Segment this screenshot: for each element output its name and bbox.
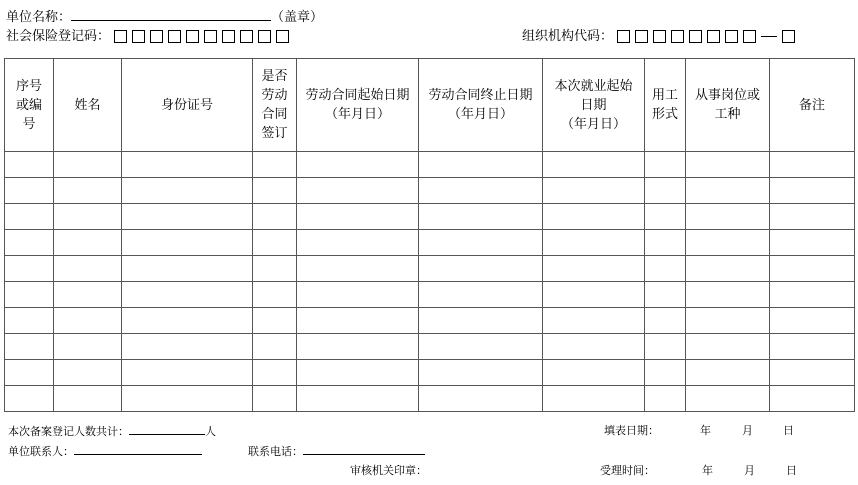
table-cell[interactable]: [253, 178, 297, 204]
code-box[interactable]: [168, 30, 181, 43]
table-cell[interactable]: [122, 308, 253, 334]
count-label: 本次备案登记人数共计：: [8, 425, 129, 438]
count-unit: 人: [205, 425, 216, 438]
contact-label: 单位联系人：: [8, 445, 74, 458]
table-cell[interactable]: [686, 334, 770, 360]
code-box[interactable]: [671, 30, 684, 43]
table-cell[interactable]: [419, 178, 543, 204]
phone-row: [248, 444, 425, 459]
table-cell[interactable]: [253, 230, 297, 256]
code-box[interactable]: [114, 30, 127, 43]
unit-name-field[interactable]: [71, 8, 271, 21]
table-cell[interactable]: [5, 152, 54, 178]
code-box[interactable]: [725, 30, 738, 43]
table-cell[interactable]: [419, 230, 543, 256]
table-cell[interactable]: [297, 256, 419, 282]
unit-name-label: 单位名称：: [6, 10, 72, 25]
table-cell[interactable]: [770, 334, 855, 360]
table-row: [5, 308, 855, 334]
column-header-label: 姓名: [74, 97, 101, 113]
table-cell[interactable]: [419, 282, 543, 308]
social-security-label: 社会保险登记码：: [6, 29, 111, 44]
table-cell[interactable]: [54, 308, 122, 334]
table-cell[interactable]: [770, 178, 855, 204]
table-cell[interactable]: [253, 152, 297, 178]
column-header-label: 劳动合同终止日期 （年月日）: [428, 88, 533, 122]
phone-field[interactable]: [303, 444, 425, 455]
column-header: [645, 59, 686, 152]
table-cell[interactable]: [645, 282, 686, 308]
table-cell[interactable]: [419, 204, 543, 230]
org-code-label: 组织机构代码：: [522, 29, 614, 44]
table-cell[interactable]: [419, 152, 543, 178]
table-cell[interactable]: [645, 308, 686, 334]
accept-time-month[interactable]: 月: [744, 464, 755, 477]
table-cell[interactable]: [686, 360, 770, 386]
table-cell[interactable]: [543, 256, 645, 282]
table-cell[interactable]: [543, 178, 645, 204]
table-cell[interactable]: [686, 178, 770, 204]
table-cell[interactable]: [54, 204, 122, 230]
table-cell[interactable]: [5, 386, 54, 412]
table-cell[interactable]: [686, 230, 770, 256]
column-header: [5, 59, 54, 152]
code-box[interactable]: [204, 30, 217, 43]
code-box[interactable]: [689, 30, 702, 43]
count-field[interactable]: [129, 424, 205, 435]
table-cell[interactable]: [419, 334, 543, 360]
table-row: [5, 204, 855, 230]
table-cell[interactable]: [419, 360, 543, 386]
table-cell[interactable]: [686, 386, 770, 412]
accept-time-year[interactable]: 年: [702, 464, 713, 477]
table-cell[interactable]: [5, 204, 54, 230]
table-cell[interactable]: [770, 152, 855, 178]
table-row: [5, 360, 855, 386]
column-header: [122, 59, 253, 152]
column-header-label: 劳动合同起始日期 （年月日）: [305, 88, 410, 122]
column-header: [419, 59, 543, 152]
accept-time-label: 受理时间：: [600, 464, 655, 477]
table-body: [5, 152, 855, 412]
table-cell[interactable]: [543, 334, 645, 360]
table-cell[interactable]: [645, 204, 686, 230]
social-security-code-boxes[interactable]: [114, 30, 289, 43]
table-cell[interactable]: [122, 230, 253, 256]
code-box[interactable]: [743, 30, 756, 43]
table-cell[interactable]: [543, 386, 645, 412]
org-code-row: [522, 29, 795, 45]
table-row: [5, 178, 855, 204]
table-cell[interactable]: [5, 256, 54, 282]
contact-row: [8, 444, 202, 459]
fill-date-year[interactable]: 年: [700, 424, 711, 437]
code-box[interactable]: [782, 30, 795, 43]
table-cell[interactable]: [253, 204, 297, 230]
column-header: [543, 59, 645, 152]
code-box[interactable]: [707, 30, 720, 43]
table-cell[interactable]: [645, 386, 686, 412]
column-header: [297, 59, 419, 152]
table-cell[interactable]: [770, 230, 855, 256]
table-cell[interactable]: [543, 230, 645, 256]
accept-time-day[interactable]: 日: [786, 464, 797, 477]
code-box[interactable]: [186, 30, 199, 43]
column-header: [686, 59, 770, 152]
code-box[interactable]: [258, 30, 271, 43]
table-cell[interactable]: [686, 282, 770, 308]
table-cell[interactable]: [297, 282, 419, 308]
column-header: [54, 59, 122, 152]
table-cell[interactable]: [54, 152, 122, 178]
table-cell[interactable]: [419, 256, 543, 282]
table-row: [5, 152, 855, 178]
review-stamp-label: 审核机关印章：: [350, 464, 427, 477]
table-row: [5, 256, 855, 282]
table-cell[interactable]: [297, 386, 419, 412]
stamp-note: （盖章）: [271, 10, 324, 25]
table-cell[interactable]: [686, 152, 770, 178]
table-row: [5, 282, 855, 308]
table-cell[interactable]: [253, 256, 297, 282]
code-box[interactable]: [617, 30, 630, 43]
table-cell[interactable]: [645, 360, 686, 386]
table-cell[interactable]: [297, 178, 419, 204]
column-header-label: 本次就业起始 日期 （年月日）: [554, 78, 633, 132]
column-header-label: 是否 劳动 合同 签订: [261, 69, 288, 141]
table-cell[interactable]: [297, 152, 419, 178]
table-row: [5, 386, 855, 412]
table-cell[interactable]: [645, 334, 686, 360]
table-cell[interactable]: [54, 360, 122, 386]
table-cell[interactable]: [253, 360, 297, 386]
table-cell[interactable]: [645, 230, 686, 256]
table-row: [5, 334, 855, 360]
table-cell[interactable]: [770, 256, 855, 282]
table-cell[interactable]: [645, 178, 686, 204]
table-cell[interactable]: [122, 178, 253, 204]
table-cell[interactable]: [770, 360, 855, 386]
table-cell[interactable]: [543, 308, 645, 334]
code-box[interactable]: [132, 30, 145, 43]
table-cell[interactable]: [770, 386, 855, 412]
table-cell[interactable]: [297, 308, 419, 334]
table-cell[interactable]: [54, 230, 122, 256]
table-cell[interactable]: [253, 282, 297, 308]
count-row: [8, 424, 216, 439]
table-cell[interactable]: [543, 282, 645, 308]
table-cell[interactable]: [5, 282, 54, 308]
table-cell[interactable]: [122, 256, 253, 282]
code-box[interactable]: [653, 30, 666, 43]
table-cell[interactable]: [54, 386, 122, 412]
table-cell[interactable]: [543, 360, 645, 386]
column-header-label: 身份证号: [160, 97, 213, 113]
org-code-boxes[interactable]: [617, 30, 795, 43]
table-cell[interactable]: [122, 334, 253, 360]
code-box[interactable]: [635, 30, 648, 43]
contact-field[interactable]: [74, 444, 202, 455]
table-cell[interactable]: [5, 178, 54, 204]
table-cell[interactable]: [770, 282, 855, 308]
code-box[interactable]: [222, 30, 235, 43]
column-header-label: 从事岗位或 工种: [694, 88, 760, 122]
table-row: [5, 230, 855, 256]
column-header-label: 备注: [798, 97, 825, 113]
table-cell[interactable]: [686, 256, 770, 282]
code-box[interactable]: [276, 30, 289, 43]
table-cell[interactable]: [122, 282, 253, 308]
table-cell[interactable]: [543, 204, 645, 230]
unit-name-row: [6, 8, 323, 26]
table-cell[interactable]: [122, 386, 253, 412]
code-box[interactable]: [240, 30, 253, 43]
employment-registration-table: [4, 58, 855, 412]
column-header: [253, 59, 297, 152]
table-cell[interactable]: [297, 334, 419, 360]
column-header: [770, 59, 855, 152]
table-cell[interactable]: [5, 360, 54, 386]
table-cell[interactable]: [253, 334, 297, 360]
table-cell[interactable]: [686, 308, 770, 334]
code-dash: [761, 36, 777, 37]
table-cell[interactable]: [645, 152, 686, 178]
column-header-label: 用工 形式: [651, 88, 678, 122]
fill-date-month[interactable]: 月: [742, 424, 753, 437]
phone-label: 联系电话：: [248, 445, 303, 458]
table-cell[interactable]: [770, 204, 855, 230]
table-cell[interactable]: [122, 360, 253, 386]
table-cell[interactable]: [5, 230, 54, 256]
fill-date-day[interactable]: 日: [783, 424, 794, 437]
table-cell[interactable]: [645, 256, 686, 282]
table-cell[interactable]: [122, 152, 253, 178]
table-cell[interactable]: [54, 282, 122, 308]
table-cell[interactable]: [419, 386, 543, 412]
table-cell[interactable]: [686, 204, 770, 230]
column-header-label: 序号 或编 号: [15, 78, 42, 132]
table-cell[interactable]: [54, 256, 122, 282]
table-header-row: [5, 59, 855, 152]
table-cell[interactable]: [543, 152, 645, 178]
table-cell[interactable]: [297, 204, 419, 230]
social-security-row: [6, 29, 289, 45]
table-cell[interactable]: [54, 334, 122, 360]
table-cell[interactable]: [5, 308, 54, 334]
table-cell[interactable]: [253, 386, 297, 412]
table-cell[interactable]: [297, 360, 419, 386]
table-cell[interactable]: [122, 204, 253, 230]
code-box[interactable]: [150, 30, 163, 43]
table-cell[interactable]: [770, 308, 855, 334]
table-cell[interactable]: [253, 308, 297, 334]
table-cell[interactable]: [54, 178, 122, 204]
table-cell[interactable]: [5, 334, 54, 360]
table-cell[interactable]: [297, 230, 419, 256]
table-cell[interactable]: [419, 308, 543, 334]
fill-date-label: 填表日期：: [604, 424, 659, 437]
